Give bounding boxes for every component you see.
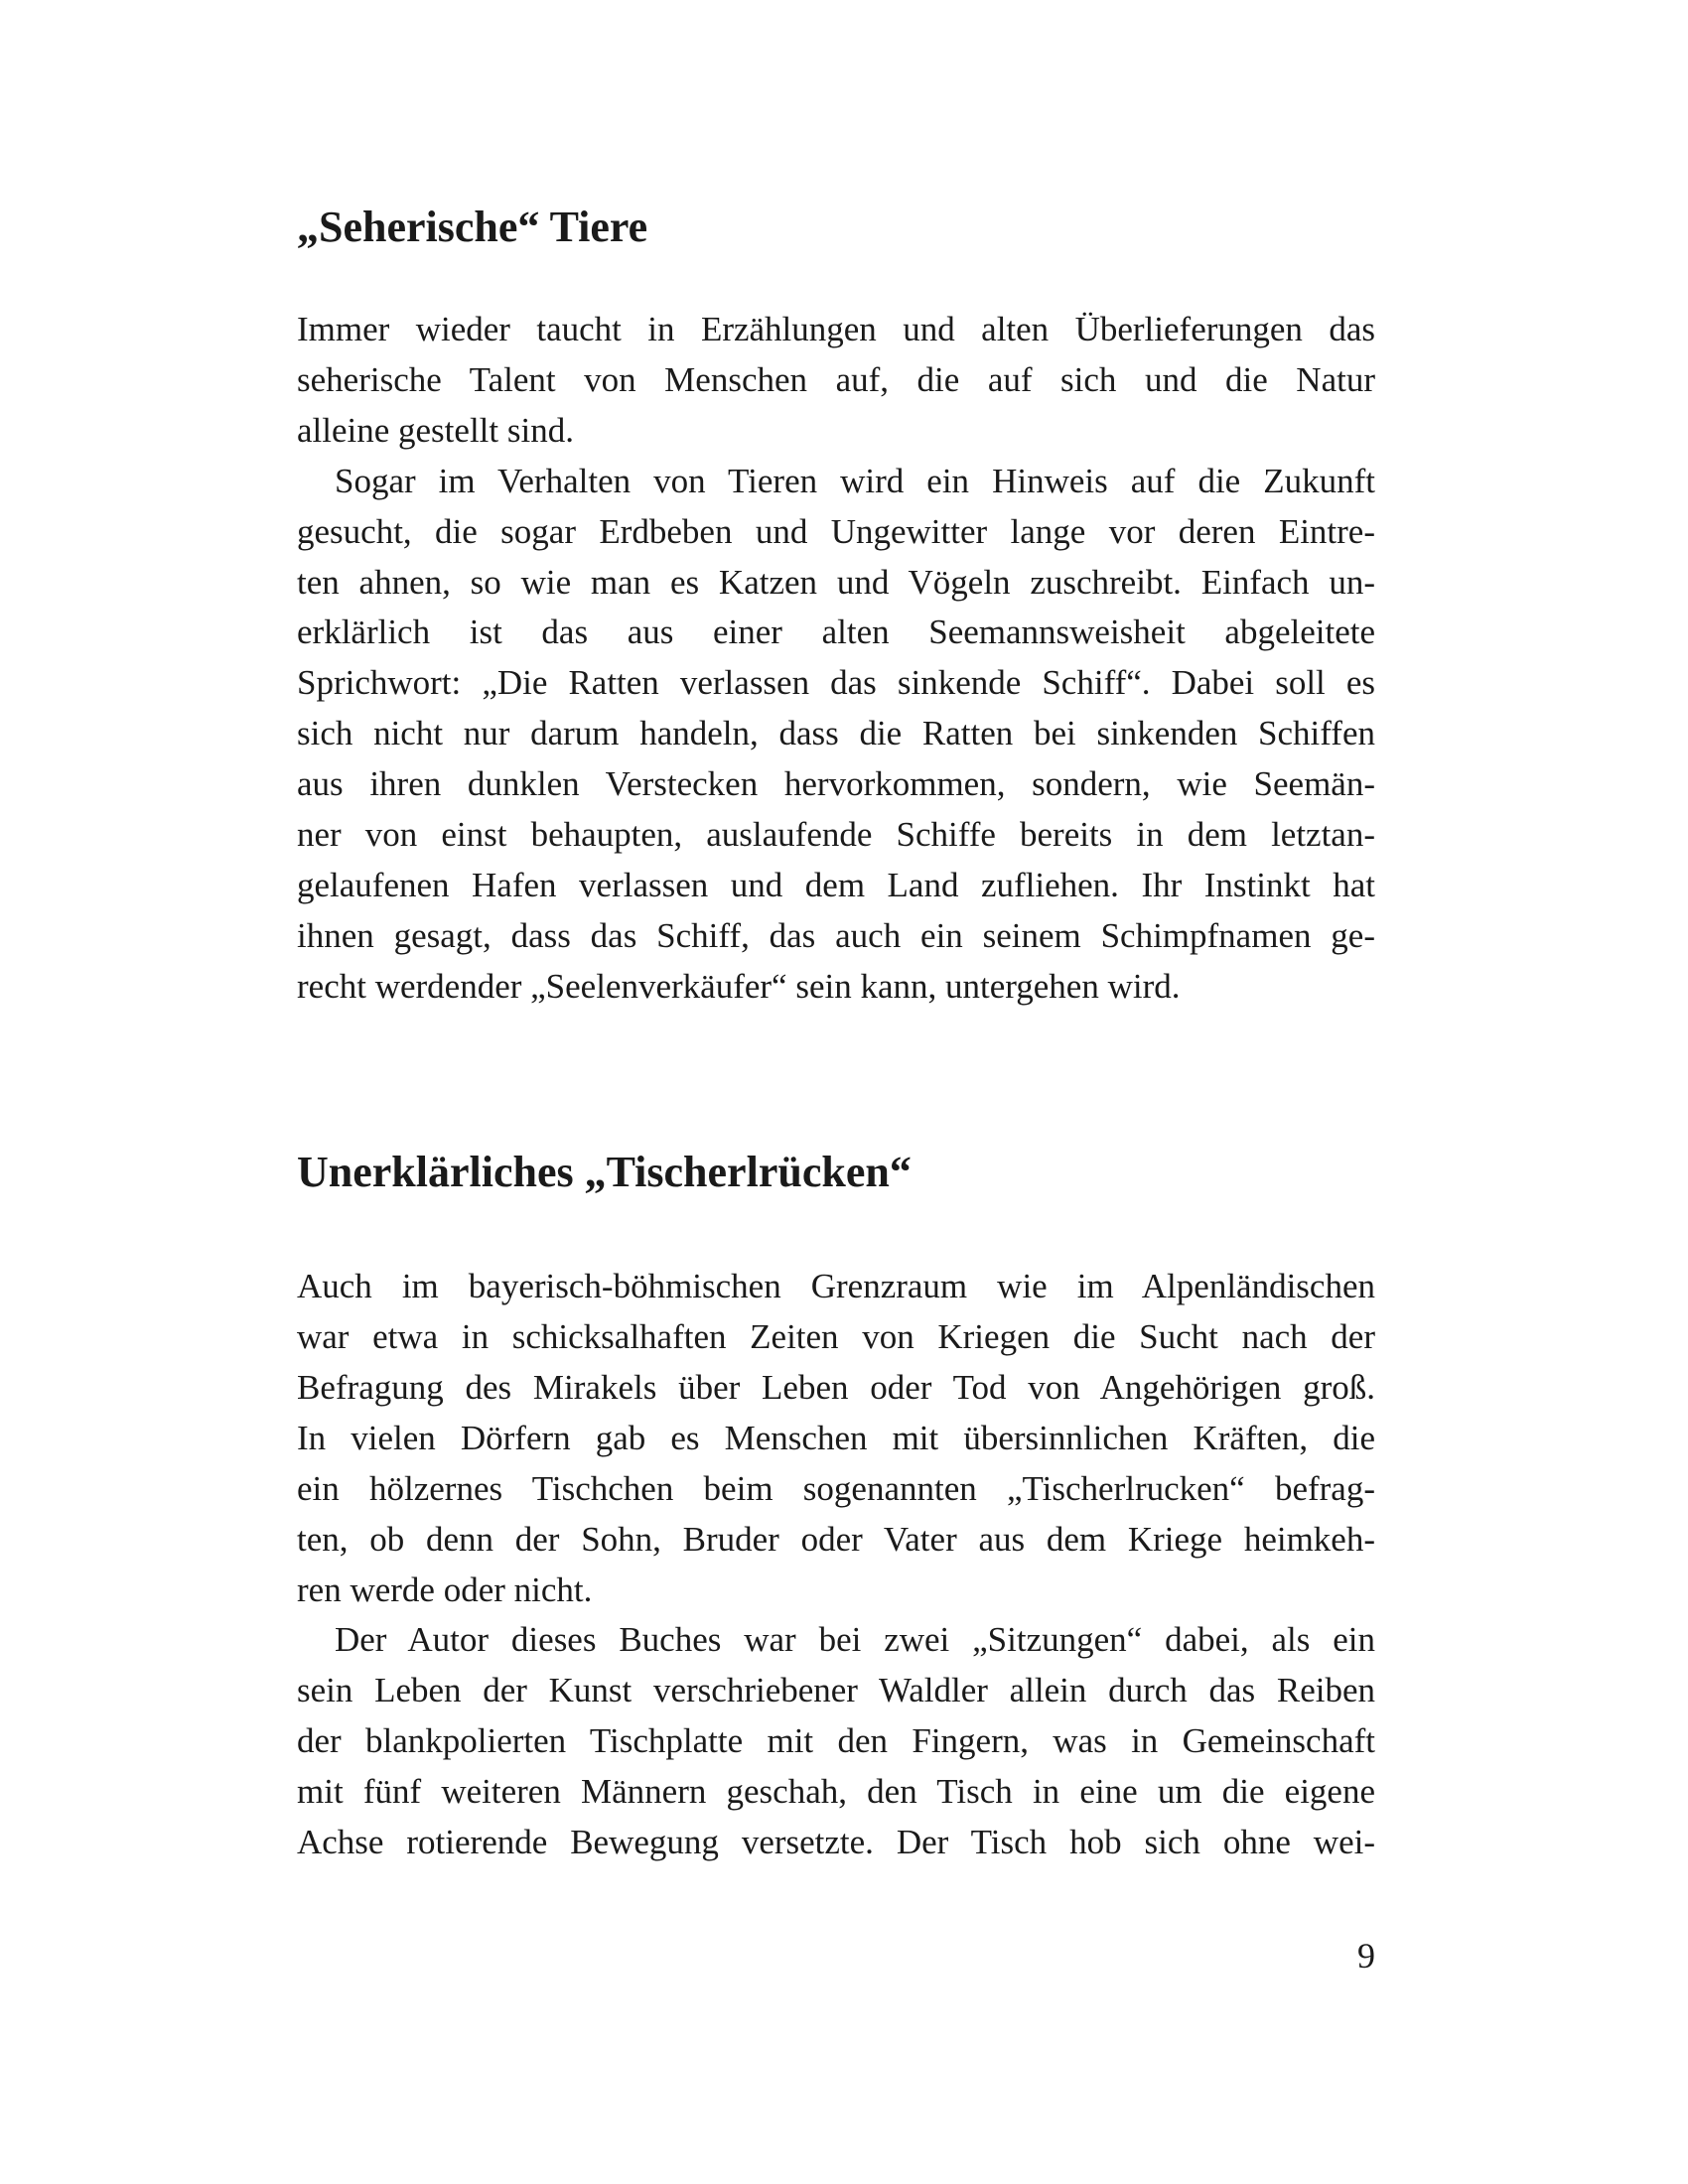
text-line: ner von einst behaupten, auslaufende Schiffe bereits in dem letztan- [297,815,1375,854]
text-line: der blankpolierten Tischplatte mit den Fingern, was in Gemeinschaft [297,1721,1375,1760]
section-heading-seherische-tiere: „Seherische“ Tiere [297,203,648,251]
text-line: In vielen Dörfern gab es Menschen mit übersinnlichen Kräften, die [297,1419,1375,1457]
text-line: war etwa in schicksalhaften Zeiten von Kriegen die Sucht nach der [297,1317,1375,1356]
text-line: ten ahnen, so wie man es Katzen und Vögeln zuschreibt. Einfach un- [297,563,1375,602]
text-line: ein hölzernes Tischchen beim sogenannten „Tischerlrucken“ befrag- [297,1469,1375,1508]
text-line: sich nicht nur darum handeln, dass die Ratten bei sinkenden Schiffen [297,714,1375,752]
text-line: aus ihren dunklen Verstecken hervorkommen, sondern, wie Seemän- [297,764,1375,803]
text-line: Befragung des Mirakels über Leben oder Tod von Angehörigen groß. [297,1368,1375,1407]
text-line: recht werdender „Seelenverkäufer“ sein kann, untergehen wird. [297,967,1181,1006]
text-line: seherische Talent von Menschen auf, die auf sich und die Natur [297,360,1375,399]
section-heading-tischerlruecken: Unerklärliches „Tischerlrücken“ [297,1148,912,1196]
text-line: Der Autor dieses Buches war bei zwei „Sitzungen“ dabei, als ein [335,1620,1375,1659]
text-line: mit fünf weiteren Männern geschah, den Tisch in eine um die eigene [297,1772,1375,1811]
text-line: Achse rotierende Bewegung versetzte. Der Tisch hob sich ohne wei- [297,1823,1375,1861]
text-line: Sogar im Verhalten von Tieren wird ein Hinweis auf die Zukunft [335,462,1375,500]
text-line: gesucht, die sogar Erdbeben und Ungewitter lange vor deren Eintre- [297,512,1375,551]
text-line: alleine gestellt sind. [297,411,574,450]
text-line: Immer wieder taucht in Erzählungen und alten Überlieferungen das [297,310,1375,348]
text-line: ihnen gesagt, dass das Schiff, das auch ein seinem Schimpfnamen ge- [297,916,1375,955]
text-line: ten, ob denn der Sohn, Bruder oder Vater aus dem Kriege heimkeh- [297,1520,1375,1559]
text-line: erklärlich ist das aus einer alten Seemannsweisheit abgeleitete [297,613,1375,651]
text-line: gelaufenen Hafen verlassen und dem Land zufliehen. Ihr Instinkt hat [297,866,1375,904]
text-line: Auch im bayerisch-böhmischen Grenzraum wie im Alpenländischen [297,1267,1375,1305]
text-line: sein Leben der Kunst verschriebener Waldler allein durch das Reiben [297,1671,1375,1709]
text-line: Sprichwort: „Die Ratten verlassen das sinkende Schiff“. Dabei soll es [297,663,1375,702]
page-number: 9 [1357,1936,1375,1976]
text-line: ren werde oder nicht. [297,1570,593,1609]
